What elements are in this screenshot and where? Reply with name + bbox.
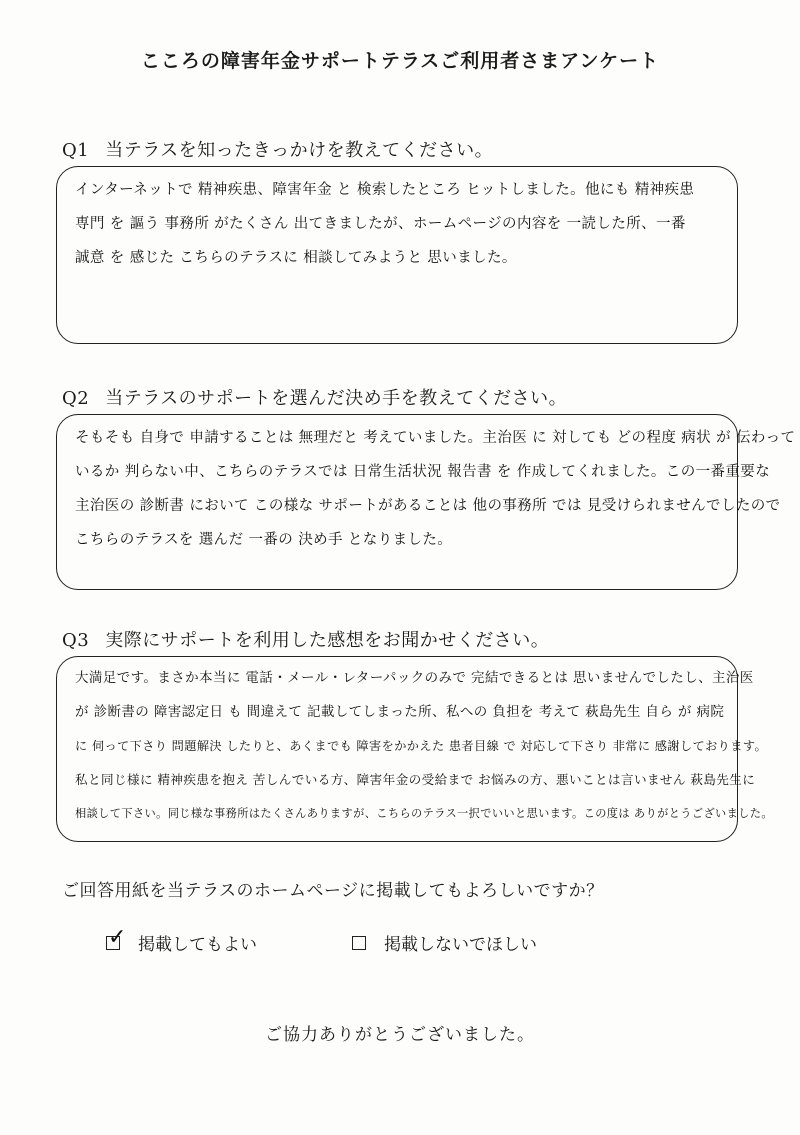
check-mark-icon: ✓ [108, 924, 127, 950]
answer-3-line: 大満足です。まさか本当に 電話・メール・レターパックのみで 完結できるとは 思いませんでしたし、主治医 [75, 670, 754, 686]
answer-box-1 [56, 166, 738, 344]
answer-box-2 [56, 414, 796, 590]
consent-question: ご回答用紙を当テラスのホームページに掲載してもよろしいですか？ [62, 881, 604, 901]
question-2 [62, 384, 567, 410]
question-1 [62, 136, 493, 162]
option-publish-ng-label: 掲載しないでほしい [384, 935, 537, 955]
answer-1-line: 専門 を 謳う 事務所 がたくさん 出てきましたが、ホームページの内容を 一読した所、一番 [75, 216, 686, 232]
option-publish-ng[interactable] [352, 930, 537, 955]
option-publish-ok[interactable] [106, 924, 257, 955]
survey-title: こころの障害年金サポートテラスご利用者さまアンケート [140, 50, 660, 72]
answer-box-3 [56, 656, 773, 842]
question-1-number: Q1 [62, 140, 90, 161]
question-1-text: 当テラスを知ったきっかけを教えてください。 [105, 140, 494, 161]
answer-3-line: 私と同じ様に 精神疾患を抱え 苦しんでいる方、障害年金の受給まで お悩みの方、悪いことは言いません 萩島先生に [75, 772, 756, 787]
option-publish-ok-label: 掲載してもよい [138, 935, 257, 955]
answer-1-line: 誠意 を 感じた こちらのテラスに 相談してみようと 思いました。 [75, 250, 517, 266]
answer-3-line: 相談して下さい。同じ様な事務所はたくさんありますが、こちらのテラス一択でいいと思います。この度は ありがとうございました。 [75, 807, 773, 820]
checkbox-publish-ng[interactable] [352, 936, 366, 950]
thanks-message: ご協力ありがとうございました。 [265, 1025, 535, 1045]
answer-2-line: そもそも 自身で 申請することは 無理だと 考えていました。主治医 に 対しても どの程度 病状 が 伝わって [75, 430, 796, 446]
question-2-text: 当テラスのサポートを選んだ決め手を教えてください。 [105, 388, 568, 409]
answer-3-line: が 診断書の 障害認定日 も 間違えて 記載してしまった所、私への 負担を 考えて 萩島先生 自ら が 病院 [75, 704, 725, 720]
question-3 [62, 626, 549, 652]
checkbox-publish-ok[interactable] [106, 924, 127, 950]
question-2-number: Q2 [62, 388, 90, 409]
answer-2-line: こちらのテラスを 選んだ 一番の 決め手 となりました。 [75, 532, 453, 548]
question-3-text: 実際にサポートを利用した感想をお聞かせください。 [105, 630, 550, 651]
answer-1-line: インターネットで 精神疾患、障害年金 と 検索したところ ヒットしました。他にも 精神疾患 [75, 182, 695, 198]
answer-3-line: に 伺って下さり 問題解決 したりと、あくまでも 障害をかかえた 患者目線 で 対応して下さり 非常に 感謝しております。 [75, 739, 768, 753]
answer-2-line: いるか 判らない中、こちらのテラスでは 日常生活状況 報告書 を 作成してくれました。この一番重要な [75, 464, 771, 480]
answer-2-line: 主治医の 診断書 において この様な サポートがあることは 他の事務所 では 見受けられませんでしたので [75, 498, 781, 514]
question-3-number: Q3 [62, 630, 90, 651]
